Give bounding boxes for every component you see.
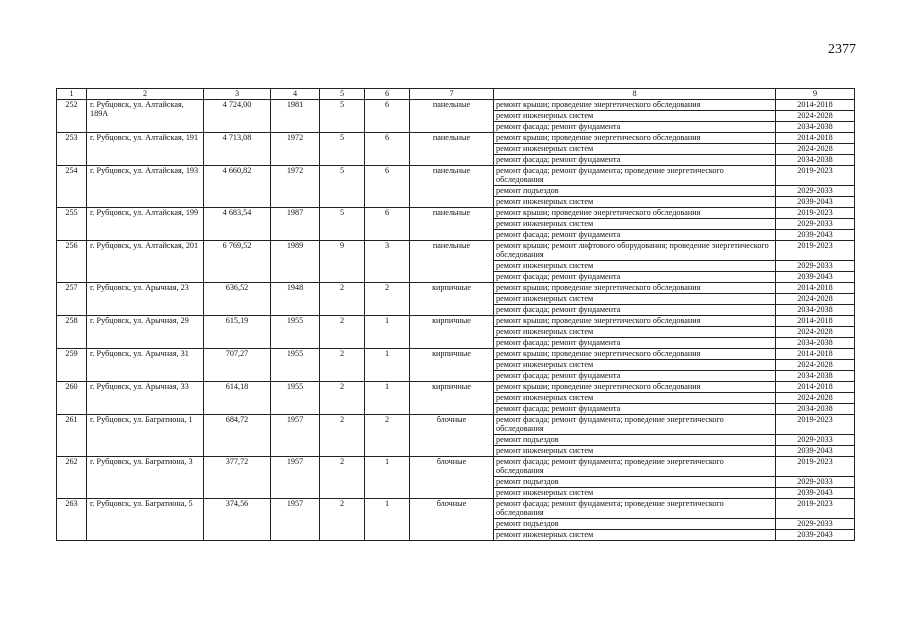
entrance-count: 2 [365, 282, 410, 315]
row-number: 252 [57, 99, 87, 132]
wall-material: панельные [410, 165, 494, 207]
work-description: ремонт крыши; проведение энергетического обследования [494, 207, 776, 218]
building-row [57, 348, 855, 359]
work-period: 2039-2043 [776, 445, 855, 456]
wall-material: кирпичные [410, 282, 494, 315]
building-address: г. Рубцовск, ул. Алтайская, 189А [87, 99, 204, 132]
wall-material: блочные [410, 498, 494, 540]
work-period: 2034-2038 [776, 370, 855, 381]
column-header: 2 [87, 89, 204, 100]
work-description: ремонт инженерных систем [494, 110, 776, 121]
building-row [57, 240, 855, 260]
work-description: ремонт инженерных систем [494, 293, 776, 304]
building-address: г. Рубцовск, ул. Алтайская, 191 [87, 132, 204, 165]
construction-year: 1972 [271, 165, 320, 207]
building-area: 377,72 [204, 456, 271, 498]
work-period: 2014-2018 [776, 381, 855, 392]
building-address: г. Рубцовск, ул. Алтайская, 193 [87, 165, 204, 207]
building-row [57, 414, 855, 434]
row-number: 258 [57, 315, 87, 348]
building-address: г. Рубцовск, ул. Багратиона, 5 [87, 498, 204, 540]
building-row [57, 498, 855, 518]
work-period: 2034-2038 [776, 337, 855, 348]
floor-count: 2 [320, 348, 365, 381]
building-area: 4 660,82 [204, 165, 271, 207]
work-period: 2039-2043 [776, 487, 855, 498]
building-area: 4 713,08 [204, 132, 271, 165]
entrance-count: 1 [365, 381, 410, 414]
building-area: 374,56 [204, 498, 271, 540]
work-description: ремонт фасада; ремонт фундамента; проведение энергетического обследования [494, 498, 776, 518]
building-area: 636,52 [204, 282, 271, 315]
column-header: 3 [204, 89, 271, 100]
building-area: 6 769,52 [204, 240, 271, 282]
building-area: 684,72 [204, 414, 271, 456]
work-description: ремонт фасада; ремонт фундамента [494, 304, 776, 315]
work-description: ремонт инженерных систем [494, 326, 776, 337]
building-area: 4 724,00 [204, 99, 271, 132]
wall-material: кирпичные [410, 381, 494, 414]
work-period: 2024-2028 [776, 392, 855, 403]
work-period: 2029-2033 [776, 185, 855, 196]
wall-material: блочные [410, 456, 494, 498]
construction-year: 1957 [271, 498, 320, 540]
row-number: 262 [57, 456, 87, 498]
row-number: 263 [57, 498, 87, 540]
work-period: 2039-2043 [776, 529, 855, 540]
building-address: г. Рубцовск, ул. Багратиона, 3 [87, 456, 204, 498]
work-description: ремонт фасада; ремонт фундамента [494, 370, 776, 381]
row-number: 256 [57, 240, 87, 282]
wall-material: кирпичные [410, 315, 494, 348]
work-description: ремонт инженерных систем [494, 196, 776, 207]
housing-table-container [56, 88, 854, 541]
work-period: 2019-2023 [776, 165, 855, 185]
column-header: 7 [410, 89, 494, 100]
work-period: 2029-2033 [776, 260, 855, 271]
work-period: 2019-2023 [776, 414, 855, 434]
construction-year: 1987 [271, 207, 320, 240]
wall-material: кирпичные [410, 348, 494, 381]
work-description: ремонт крыши; ремонт лифтового оборудования; проведение энергетического обследования [494, 240, 776, 260]
work-period: 2024-2028 [776, 143, 855, 154]
work-description: ремонт подъездов [494, 434, 776, 445]
work-period: 2029-2033 [776, 434, 855, 445]
work-description: ремонт инженерных систем [494, 487, 776, 498]
work-period: 2014-2018 [776, 132, 855, 143]
work-period: 2024-2028 [776, 110, 855, 121]
work-description: ремонт фасада; ремонт фундамента [494, 403, 776, 414]
work-description: ремонт подъездов [494, 518, 776, 529]
building-address: г. Рубцовск, ул. Арычная, 33 [87, 381, 204, 414]
row-number: 257 [57, 282, 87, 315]
floor-count: 5 [320, 99, 365, 132]
row-number: 261 [57, 414, 87, 456]
building-row [57, 165, 855, 185]
building-address: г. Рубцовск, ул. Алтайская, 199 [87, 207, 204, 240]
wall-material: панельные [410, 99, 494, 132]
building-row [57, 282, 855, 293]
wall-material: панельные [410, 207, 494, 240]
work-description: ремонт крыши; проведение энергетического обследования [494, 381, 776, 392]
row-number: 260 [57, 381, 87, 414]
wall-material: блочные [410, 414, 494, 456]
construction-year: 1948 [271, 282, 320, 315]
work-description: ремонт инженерных систем [494, 218, 776, 229]
construction-year: 1989 [271, 240, 320, 282]
page-number: 2377 [828, 42, 856, 57]
work-period: 2029-2033 [776, 476, 855, 487]
floor-count: 2 [320, 315, 365, 348]
entrance-count: 6 [365, 165, 410, 207]
work-period: 2029-2033 [776, 518, 855, 529]
work-description: ремонт крыши; проведение энергетического обследования [494, 132, 776, 143]
work-period: 2039-2043 [776, 271, 855, 282]
floor-count: 9 [320, 240, 365, 282]
work-period: 2034-2038 [776, 154, 855, 165]
building-address: г. Рубцовск, ул. Багратиона, 1 [87, 414, 204, 456]
construction-year: 1957 [271, 456, 320, 498]
wall-material: панельные [410, 240, 494, 282]
building-address: г. Рубцовск, ул. Арычная, 31 [87, 348, 204, 381]
row-number: 253 [57, 132, 87, 165]
work-period: 2034-2038 [776, 304, 855, 315]
work-period: 2039-2043 [776, 196, 855, 207]
building-row [57, 207, 855, 218]
entrance-count: 1 [365, 315, 410, 348]
work-period: 2019-2023 [776, 498, 855, 518]
work-period: 2024-2028 [776, 359, 855, 370]
building-area: 707,27 [204, 348, 271, 381]
work-period: 2014-2018 [776, 282, 855, 293]
work-description: ремонт крыши; проведение энергетического обследования [494, 99, 776, 110]
row-number: 259 [57, 348, 87, 381]
work-period: 2034-2038 [776, 121, 855, 132]
work-description: ремонт инженерных систем [494, 529, 776, 540]
floor-count: 2 [320, 456, 365, 498]
work-description: ремонт крыши; проведение энергетического обследования [494, 315, 776, 326]
entrance-count: 3 [365, 240, 410, 282]
work-description: ремонт фасада; ремонт фундамента [494, 121, 776, 132]
work-description: ремонт фасада; ремонт фундамента [494, 337, 776, 348]
column-header: 9 [776, 89, 855, 100]
work-period: 2014-2018 [776, 99, 855, 110]
construction-year: 1957 [271, 414, 320, 456]
construction-year: 1955 [271, 315, 320, 348]
work-description: ремонт фасада; ремонт фундамента [494, 271, 776, 282]
column-header: 5 [320, 89, 365, 100]
entrance-count: 6 [365, 132, 410, 165]
floor-count: 5 [320, 207, 365, 240]
work-description: ремонт подъездов [494, 185, 776, 196]
building-address: г. Рубцовск, ул. Алтайская, 201 [87, 240, 204, 282]
column-number-row [57, 89, 855, 100]
column-header: 4 [271, 89, 320, 100]
building-row [57, 315, 855, 326]
work-description: ремонт инженерных систем [494, 359, 776, 370]
work-description: ремонт инженерных систем [494, 260, 776, 271]
work-description: ремонт инженерных систем [494, 143, 776, 154]
entrance-count: 6 [365, 207, 410, 240]
row-number: 255 [57, 207, 87, 240]
work-description: ремонт подъездов [494, 476, 776, 487]
work-description: ремонт фасада; ремонт фундамента; проведение энергетического обследования [494, 165, 776, 185]
work-description: ремонт инженерных систем [494, 392, 776, 403]
row-number: 254 [57, 165, 87, 207]
entrance-count: 6 [365, 99, 410, 132]
building-area: 614,18 [204, 381, 271, 414]
column-header: 6 [365, 89, 410, 100]
construction-year: 1955 [271, 381, 320, 414]
work-period: 2024-2028 [776, 326, 855, 337]
construction-year: 1981 [271, 99, 320, 132]
building-row [57, 381, 855, 392]
entrance-count: 1 [365, 498, 410, 540]
work-description: ремонт крыши; проведение энергетического обследования [494, 282, 776, 293]
building-area: 4 683,54 [204, 207, 271, 240]
work-period: 2019-2023 [776, 456, 855, 476]
work-period: 2029-2033 [776, 218, 855, 229]
wall-material: панельные [410, 132, 494, 165]
work-description: ремонт крыши; проведение энергетического обследования [494, 348, 776, 359]
work-description: ремонт фасада; ремонт фундамента; проведение энергетического обследования [494, 414, 776, 434]
floor-count: 2 [320, 381, 365, 414]
work-period: 2019-2023 [776, 207, 855, 218]
building-area: 615,19 [204, 315, 271, 348]
work-description: ремонт фасада; ремонт фундамента [494, 229, 776, 240]
building-address: г. Рубцовск, ул. Арычная, 23 [87, 282, 204, 315]
building-row [57, 132, 855, 143]
building-row [57, 99, 855, 110]
column-header: 1 [57, 89, 87, 100]
floor-count: 5 [320, 132, 365, 165]
table-body [57, 99, 855, 540]
table-header [57, 89, 855, 100]
housing-repair-table [56, 88, 855, 541]
floor-count: 2 [320, 498, 365, 540]
work-description: ремонт фасада; ремонт фундамента [494, 154, 776, 165]
construction-year: 1972 [271, 132, 320, 165]
entrance-count: 1 [365, 456, 410, 498]
construction-year: 1955 [271, 348, 320, 381]
building-address: г. Рубцовск, ул. Арычная, 29 [87, 315, 204, 348]
work-period: 2014-2018 [776, 348, 855, 359]
work-period: 2024-2028 [776, 293, 855, 304]
work-period: 2014-2018 [776, 315, 855, 326]
column-header: 8 [494, 89, 776, 100]
floor-count: 2 [320, 282, 365, 315]
entrance-count: 2 [365, 414, 410, 456]
work-description: ремонт фасада; ремонт фундамента; проведение энергетического обследования [494, 456, 776, 476]
building-row [57, 456, 855, 476]
floor-count: 5 [320, 165, 365, 207]
work-period: 2039-2043 [776, 229, 855, 240]
work-period: 2019-2023 [776, 240, 855, 260]
entrance-count: 1 [365, 348, 410, 381]
floor-count: 2 [320, 414, 365, 456]
work-description: ремонт инженерных систем [494, 445, 776, 456]
work-period: 2034-2038 [776, 403, 855, 414]
